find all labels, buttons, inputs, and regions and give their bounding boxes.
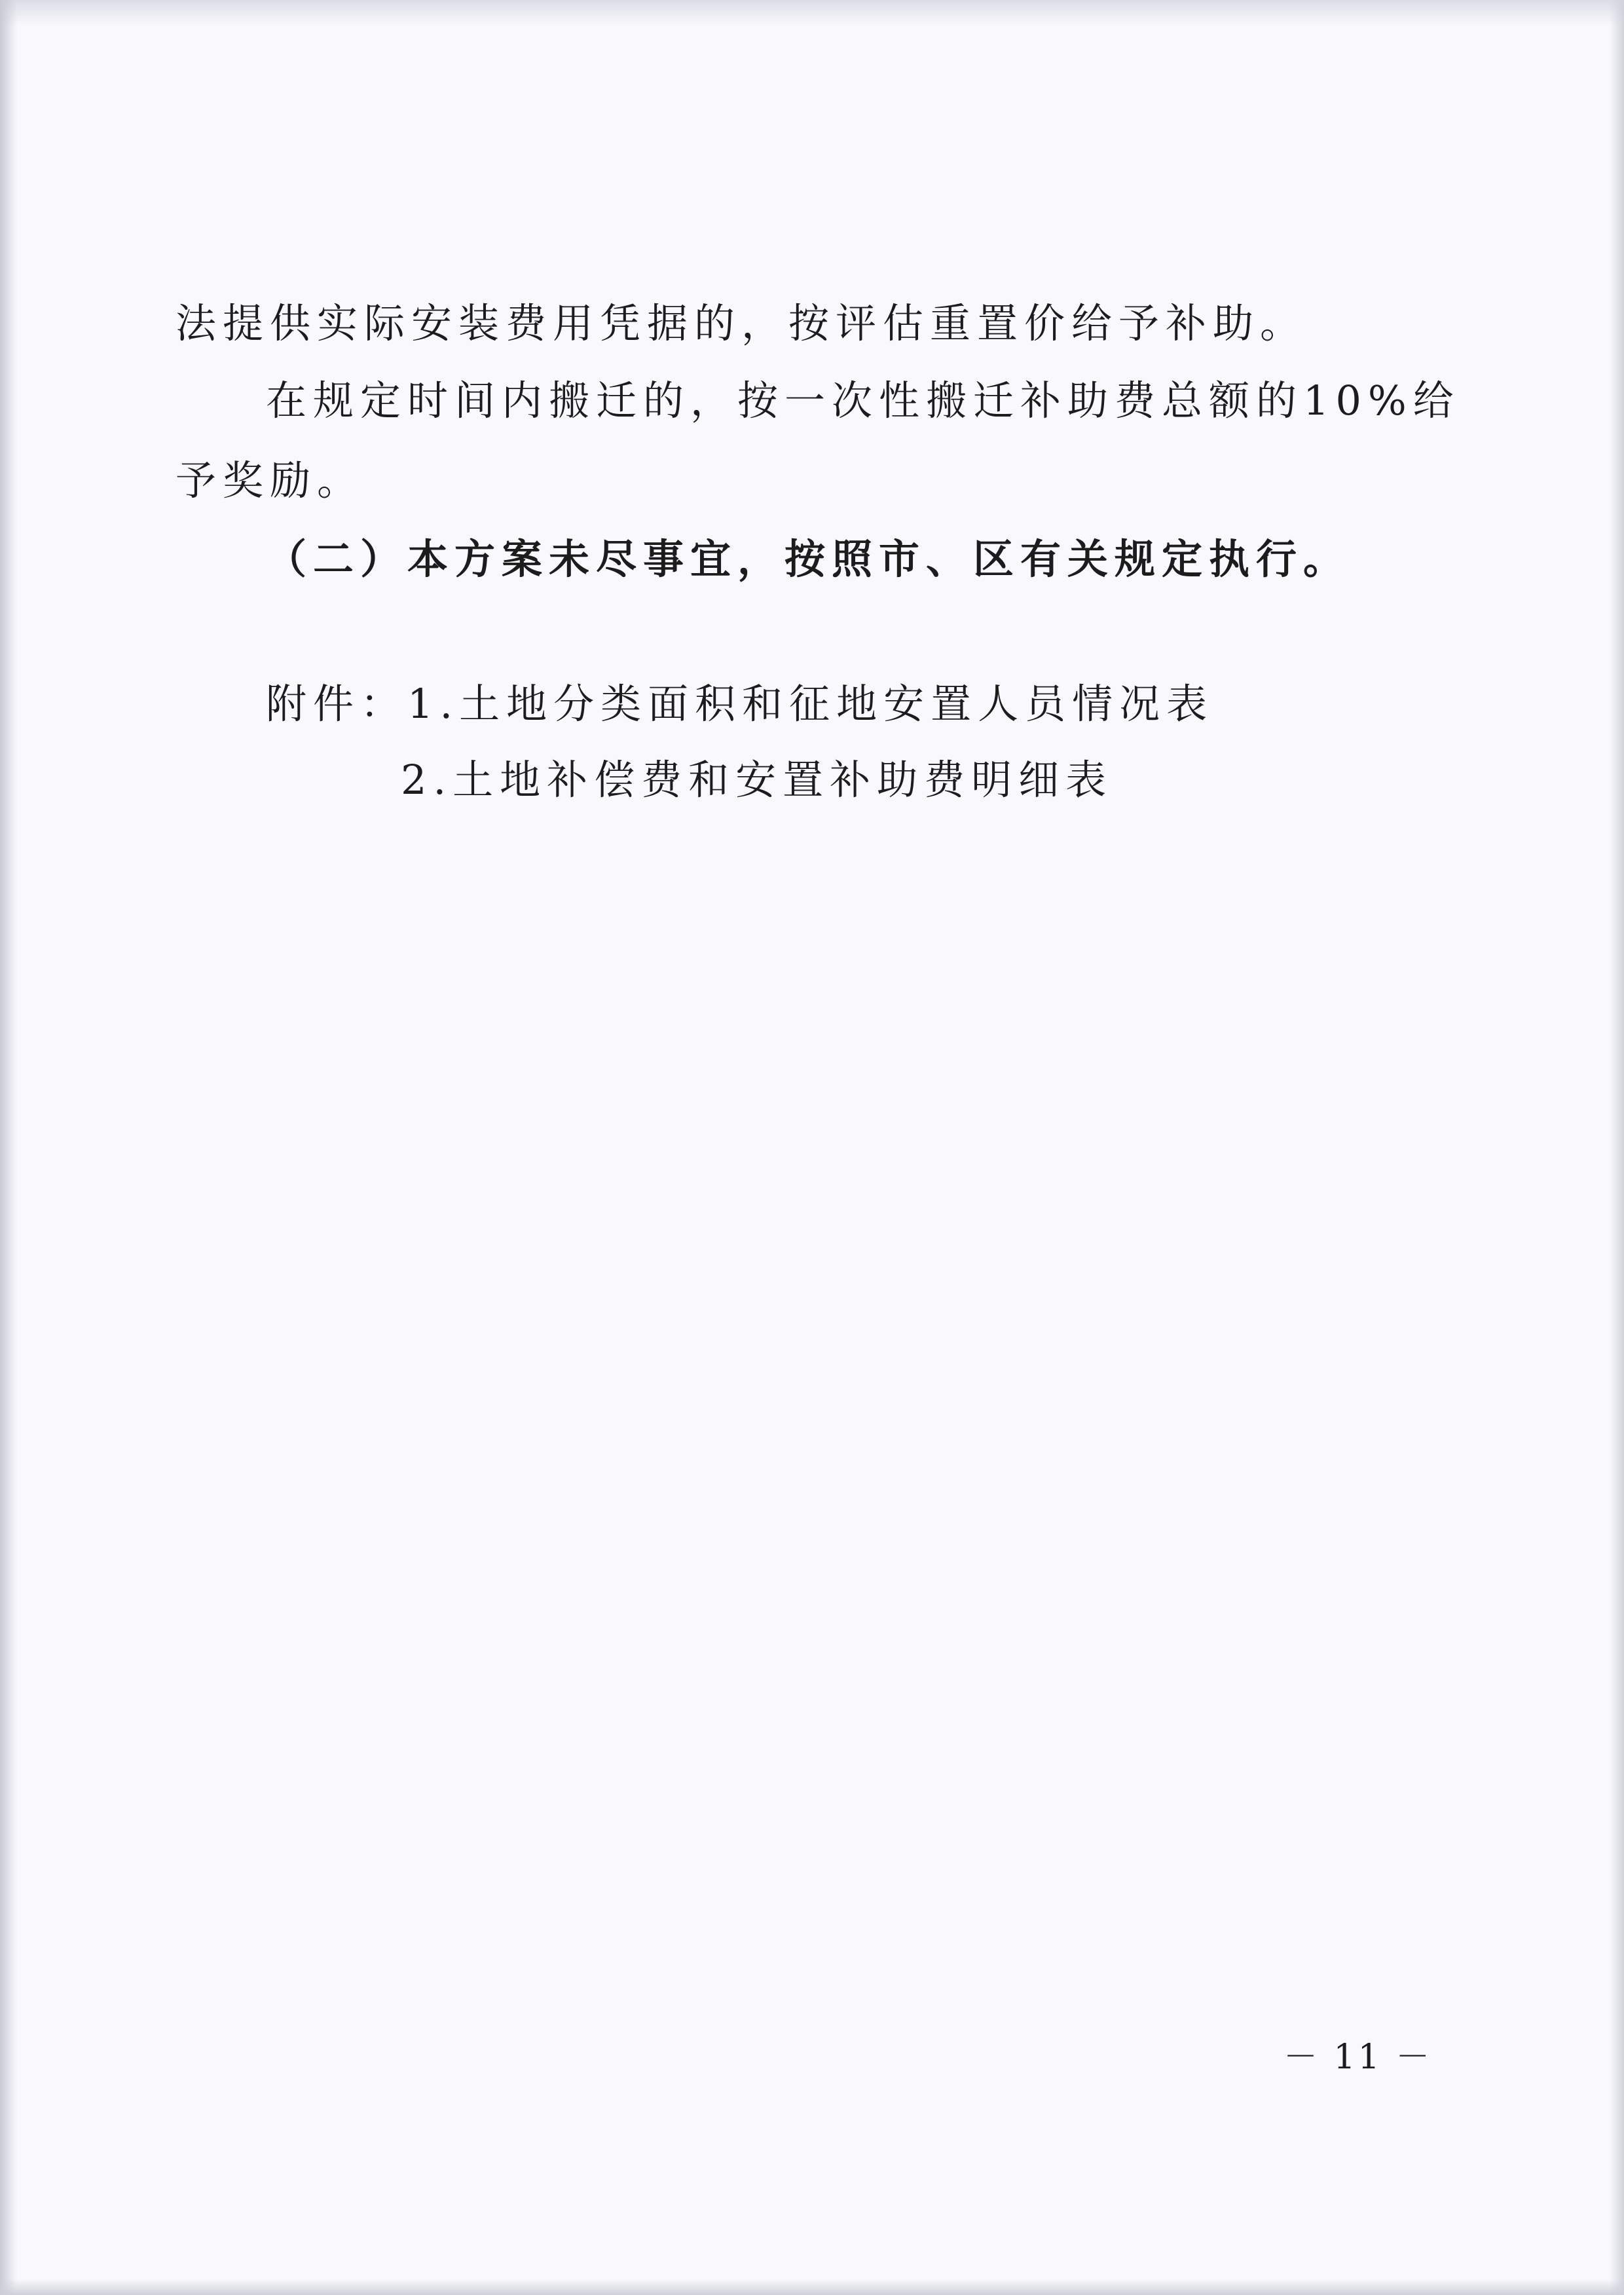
body-text-line: 在规定时间内搬迁的，按一次性搬迁补助费总额的10%给 <box>266 377 1460 424</box>
scan-left-edge <box>0 0 17 2295</box>
scan-top-shadow <box>0 0 1624 26</box>
scan-bottom-edge <box>0 2279 1624 2295</box>
page-number: － 11 － <box>1283 2038 1433 2077</box>
body-text-line: 法提供实际安装费用凭据的，按评估重置价给予补助。 <box>175 299 1308 347</box>
scan-right-edge <box>1610 0 1624 2295</box>
attachment-item: 附件：1.土地分类面积和征地安置人员情况表 <box>266 680 1214 728</box>
attachment-item: 2.土地补偿费和安置补助费明细表 <box>401 756 1113 804</box>
section-heading: （二）本方案未尽事宜，按照市、区有关规定执行。 <box>266 535 1351 583</box>
body-text-line: 予奖励。 <box>175 457 365 504</box>
